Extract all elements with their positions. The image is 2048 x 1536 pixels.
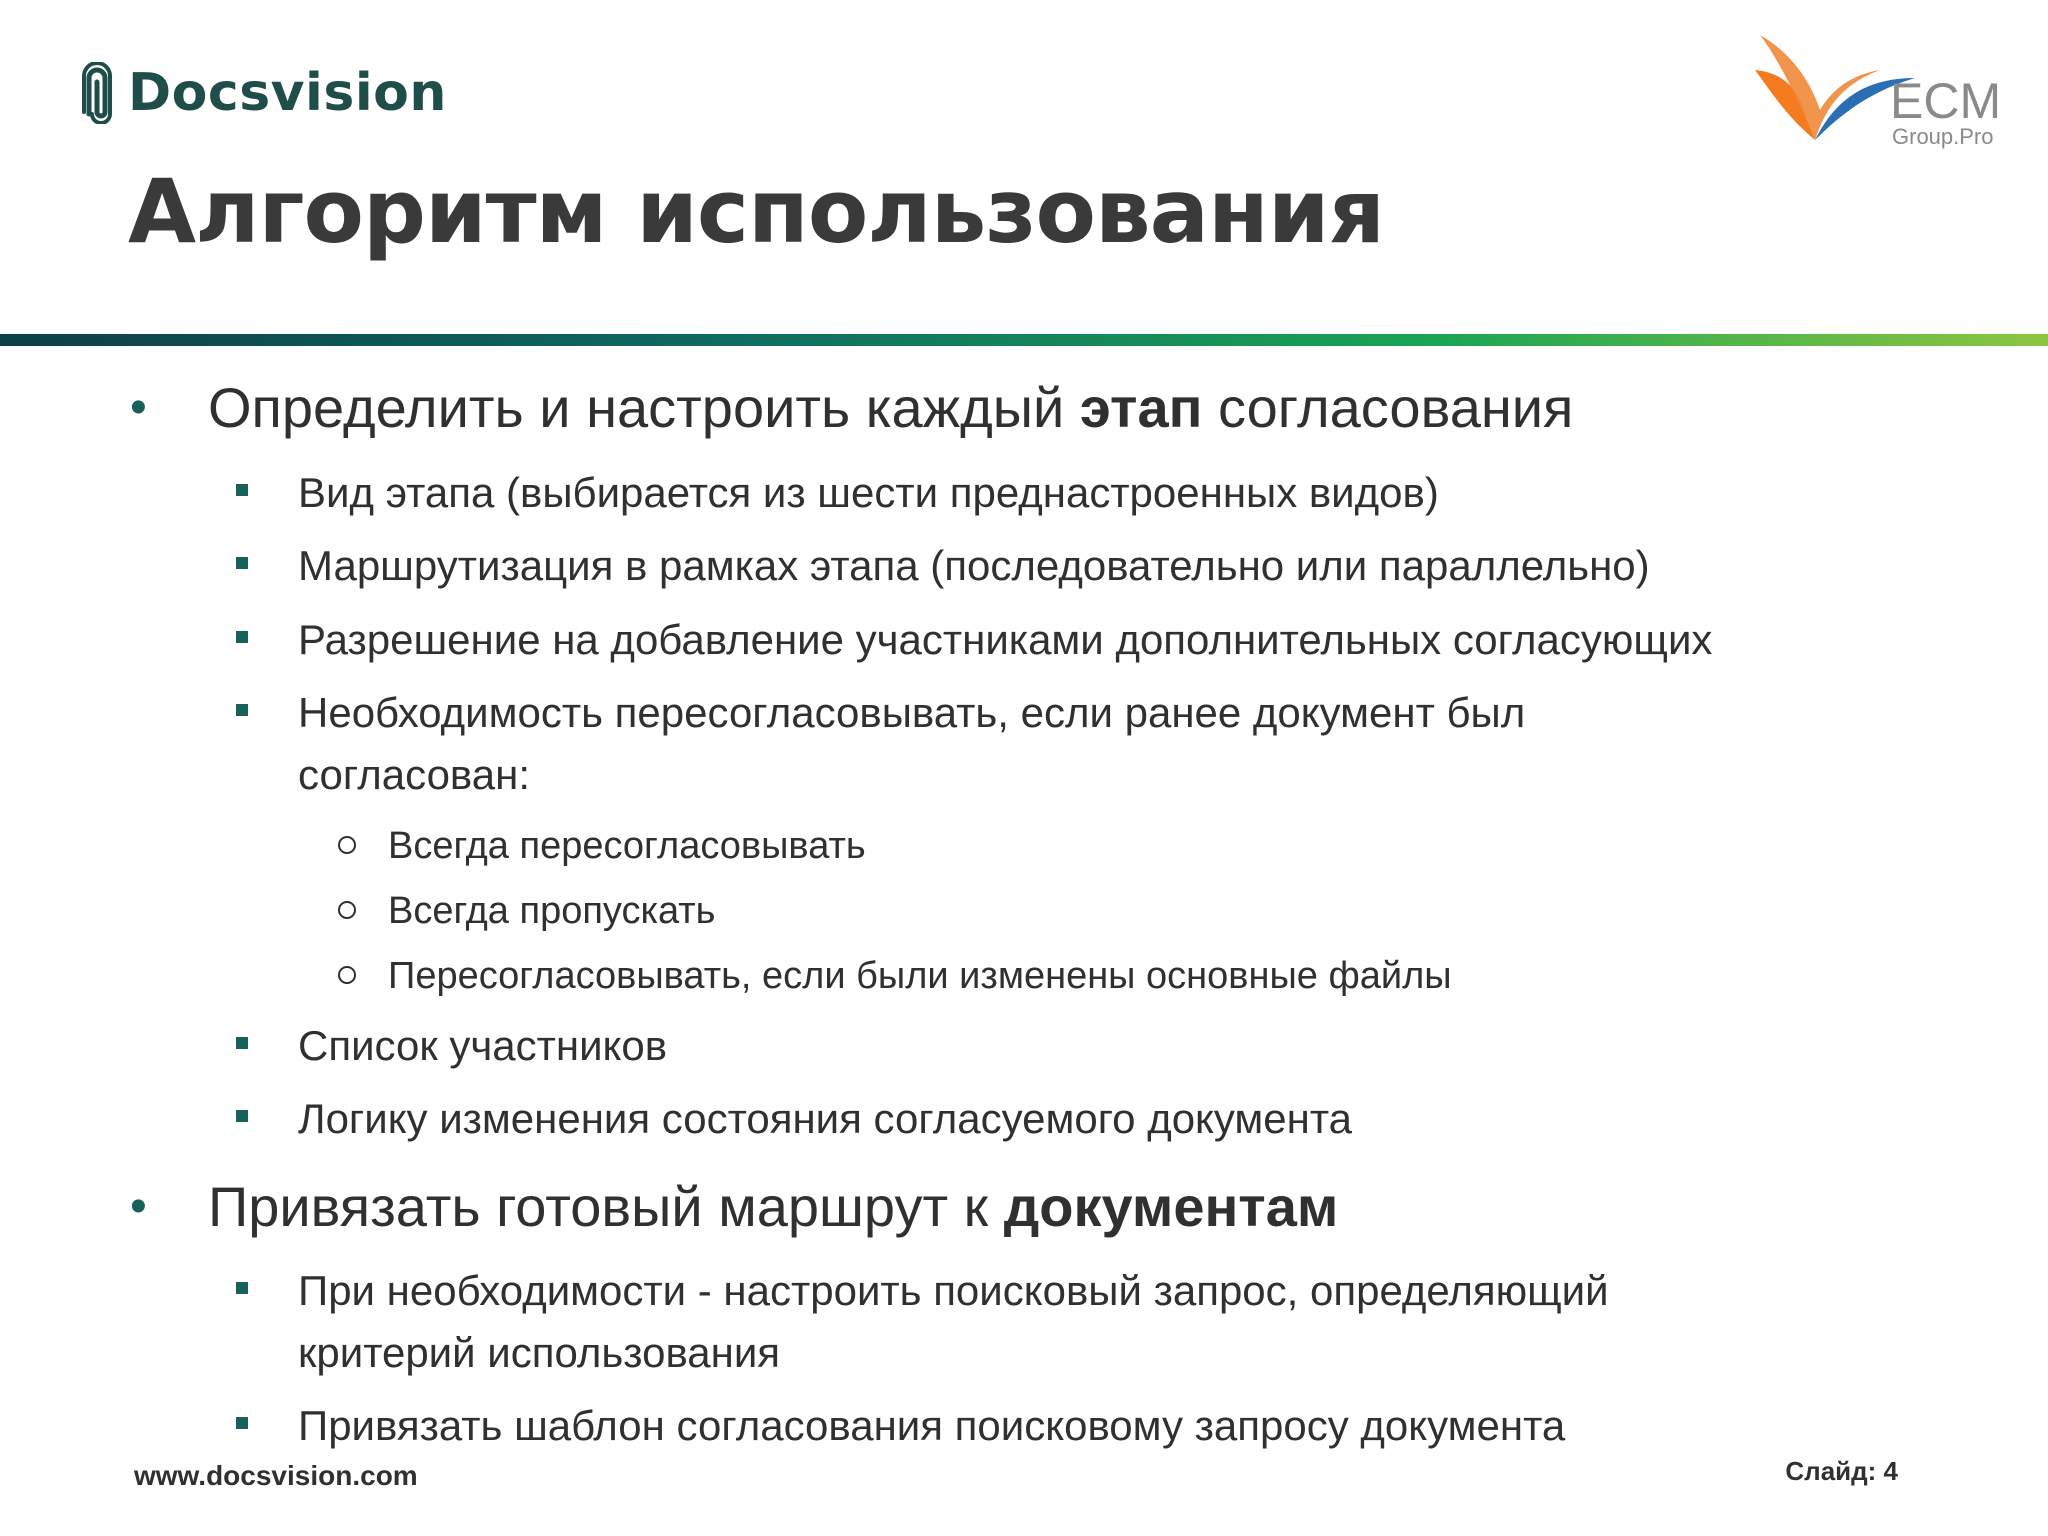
ecm-logo-main-text: ECM (1890, 73, 2002, 129)
square-bullet-icon (236, 704, 248, 716)
square-bullet-icon (236, 1037, 248, 1049)
footer-website: www.docsvision.com (134, 1460, 418, 1491)
circle-bullet-icon (338, 966, 356, 984)
sub-sub-bullet: Всегда пересогласовывать (388, 818, 866, 874)
sub-bullet: При необходимости - настроить поисковый запрос, определяющий (298, 1260, 1938, 1322)
docsvision-logo-text: Docsvision (128, 63, 447, 123)
sub-bullet-continuation: согласован: (298, 751, 530, 798)
sub-bullet: Разрешение на добавление участниками дополнительных согласующих (298, 609, 1938, 671)
sub-bullet: Привязать шаблон согласования поисковому запросу документа (298, 1395, 1938, 1457)
square-bullet-icon (236, 557, 248, 569)
sub-bullet-continuation: критерий использования (298, 1329, 781, 1376)
square-bullet-icon (236, 484, 248, 496)
bullet-bind-route: • Привязать готовый маршрут к документам (130, 1175, 1339, 1238)
square-bullet-icon (236, 1282, 248, 1294)
slide-title: Алгоритм использования (128, 160, 1385, 263)
square-bullet-icon (236, 1110, 248, 1122)
bullet-dot-icon: • (130, 1180, 147, 1233)
circle-bullet-icon (338, 836, 356, 854)
circle-bullet-icon (338, 901, 356, 919)
sub-bullet: Маршрутизация в рамках этапа (последовательно или параллельно) (298, 535, 1938, 597)
sub-bullet: Необходимость пересогласовывать, если ранее документ был (298, 682, 1938, 744)
sub-bullet: Логику изменения состояния согласуемого документа (298, 1088, 1938, 1150)
bullet-define-stages: • Определить и настроить каждый этап согласования (130, 376, 1574, 439)
sub-sub-bullet: Всегда пропускать (388, 883, 715, 939)
ecm-logo-sub-text: Group.Pro (1892, 124, 1994, 149)
slide-number: Слайд: 4 (1785, 1456, 1898, 1486)
sub-bullet: Список участников (298, 1015, 1938, 1077)
sub-bullet: Вид этапа (выбирается из шести преднастроенных видов) (298, 462, 1938, 524)
sub-sub-bullet: Пересогласовывать, если были изменены основные файлы (388, 948, 1452, 1004)
bullet-dot-icon: • (130, 381, 147, 434)
square-bullet-icon (236, 631, 248, 643)
square-bullet-icon (236, 1417, 248, 1429)
